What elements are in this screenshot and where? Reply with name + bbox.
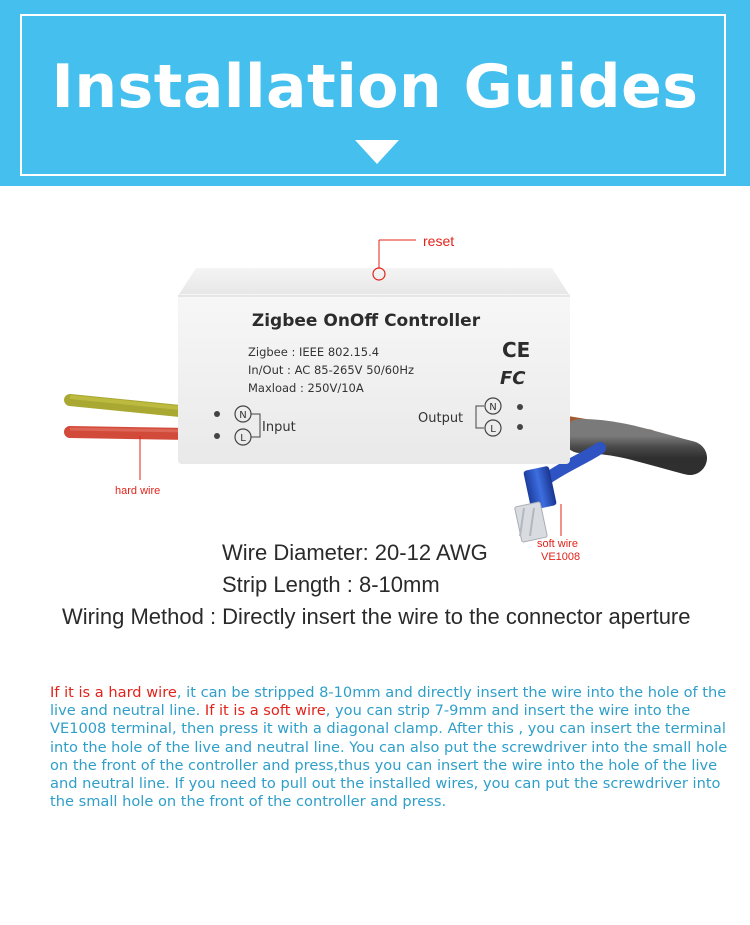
spec-wiring-method: Wiring Method : Directly insert the wire to the connector aperture: [62, 604, 691, 629]
page-title: Installation Guides: [51, 52, 699, 122]
soft-wire-label: soft wire: [537, 538, 578, 550]
device-spec-zigbee: Zigbee : IEEE 802.15.4: [248, 345, 380, 359]
fcc-mark-icon: FC: [500, 368, 526, 389]
ce-mark-icon: CE: [502, 338, 531, 362]
reset-label: reset: [423, 233, 455, 249]
input-terminal-n: N: [239, 410, 247, 421]
hard-wire-lead: If it is a hard wire: [50, 684, 177, 701]
device-title: Zigbee OnOff Controller: [251, 311, 481, 331]
soft-wire-text: , you can strip 7-9mm and insert the wire into the VE1008 terminal, then press it with a diagonal clamp. After this , you can insert the terminal into the hole of the live and neutral line. You can also put the screwdriver into the small hole on the front of the controller and press,thus you can insert the wire into the hole of the live and neutral line. If you need to pull out the installed wires, you can put the screwdriver into the small hole on the front of the controller and press.: [50, 702, 728, 811]
device-spec-inout: In/Out : AC 85-265V 50/60Hz: [248, 363, 415, 377]
product-illustration: [0, 186, 750, 566]
spec-strip-length: Strip Length : 8-10mm: [222, 572, 440, 597]
soft-wire-model: VE1008: [541, 551, 581, 563]
output-label: Output: [418, 411, 464, 426]
output-terminal-n: N: [489, 402, 497, 413]
device-spec-maxload: Maxload : 250V/10A: [248, 381, 364, 395]
down-arrow-icon: [355, 140, 399, 164]
input-wires: [70, 397, 190, 434]
input-terminal-l: L: [240, 433, 246, 444]
output-terminal-l: L: [490, 424, 496, 435]
hard-wire-text: , it can be stripped 8-10mm and directly insert the wire into the hole of the live and neutral line.: [50, 684, 727, 720]
soft-wire-lead: If it is a soft wire: [204, 702, 326, 720]
hard-wire-callout: [115, 436, 160, 497]
hard-wire-label: hard wire: [115, 485, 161, 497]
spec-wire-diameter: Wire Diameter: 20-12 AWG: [222, 540, 488, 565]
instructions-paragraph: [50, 684, 730, 811]
input-label: Input: [262, 420, 296, 435]
header-banner: [0, 0, 750, 186]
